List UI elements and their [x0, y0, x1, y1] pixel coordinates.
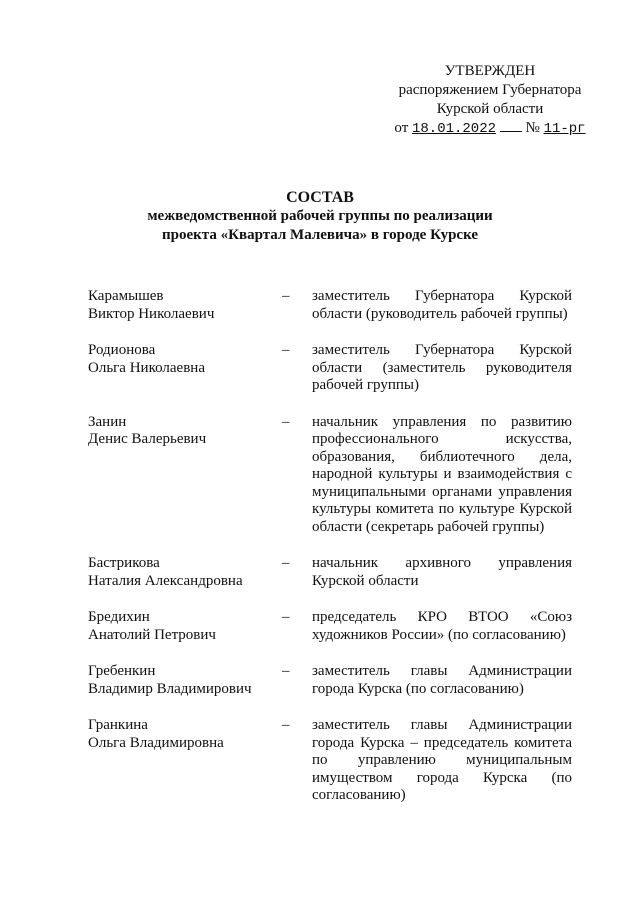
- member-row: [88, 288, 588, 323]
- title-line-2: проекта «Квартал Малевича» в городе Курске: [162, 227, 478, 243]
- member-dash: –: [282, 342, 290, 358]
- approval-date-line: [380, 119, 600, 139]
- member-row: [88, 609, 588, 644]
- title-line-1: межведомственной рабочей группы по реализации: [147, 208, 493, 224]
- member-given-name: Ольга Николаевна: [88, 359, 205, 376]
- member-given-name: Владимир Владимирович: [88, 680, 252, 697]
- member-role: председатель КРО ВТОО «Союз художников России» (по согласованию): [312, 609, 572, 643]
- member-role: заместитель Губернатора Курской области (руководитель рабочей группы): [312, 288, 572, 322]
- member-name: [88, 663, 280, 698]
- title-main: СОСТАВ: [286, 189, 354, 206]
- member-name: [88, 717, 280, 805]
- date-prefix: от: [394, 120, 409, 136]
- member-row: [88, 342, 588, 395]
- member-name: [88, 609, 280, 644]
- number-prefix: №: [525, 120, 540, 136]
- member-dash: –: [282, 413, 290, 430]
- member-name: [88, 288, 280, 323]
- member-surname: Бредихин: [88, 609, 150, 625]
- member-name: [88, 555, 280, 590]
- approval-line-1: распоряжением Губернатора: [398, 82, 582, 98]
- date-underline-filler: [500, 119, 522, 132]
- member-surname: Карамышев: [88, 288, 164, 304]
- member-name: [88, 342, 280, 395]
- member-list: [88, 288, 588, 824]
- member-given-name: Наталия Александровна: [88, 572, 243, 589]
- member-dash: –: [282, 555, 290, 571]
- member-surname: Гребенкин: [88, 663, 156, 679]
- member-dash: –: [282, 288, 290, 304]
- member-role: заместитель главы Администрации города Курска – председатель комитета по управлению муниципальным имуществом города Курска (по согласованию): [312, 717, 572, 803]
- member-given-name: Денис Валерьевич: [88, 431, 207, 447]
- approval-stamp: [380, 62, 600, 139]
- member-row: [88, 717, 588, 805]
- member-role: начальник управления по развитию профессионального искусства, образования, библиотечного дела, народной культуры и взаимодействия с муниципальными органами управления культуры комитета по культуре Курской области (секретарь рабочей группы): [312, 413, 572, 535]
- member-dash: –: [282, 663, 290, 679]
- member-role: заместитель главы Администрации города Курска (по согласованию): [312, 663, 572, 697]
- member-role: заместитель Губернатора Курской области (заместитель руководителя рабочей группы): [312, 342, 572, 393]
- approval-line-2: Курской области: [436, 101, 544, 117]
- approval-heading: УТВЕРЖДЕН: [444, 63, 536, 79]
- member-name: [88, 414, 280, 537]
- approval-date: 18.01.2022: [412, 121, 497, 137]
- member-row: [88, 414, 588, 537]
- approval-number: 11-рг: [543, 121, 586, 137]
- member-surname: Родионова: [88, 342, 156, 358]
- member-surname: Гранкина: [88, 717, 148, 733]
- member-row: [88, 555, 588, 590]
- member-given-name: Анатолий Петрович: [88, 626, 216, 643]
- member-dash: –: [282, 609, 290, 625]
- member-given-name: Виктор Николаевич: [88, 305, 215, 322]
- member-given-name: Ольга Владимировна: [88, 734, 224, 751]
- member-surname: Бастрикова: [88, 555, 160, 571]
- member-dash: –: [282, 717, 290, 733]
- member-role: начальник архивного управления Курской области: [312, 555, 572, 589]
- member-surname: Занин: [88, 413, 127, 430]
- member-row: [88, 663, 588, 698]
- document-title: [100, 188, 540, 245]
